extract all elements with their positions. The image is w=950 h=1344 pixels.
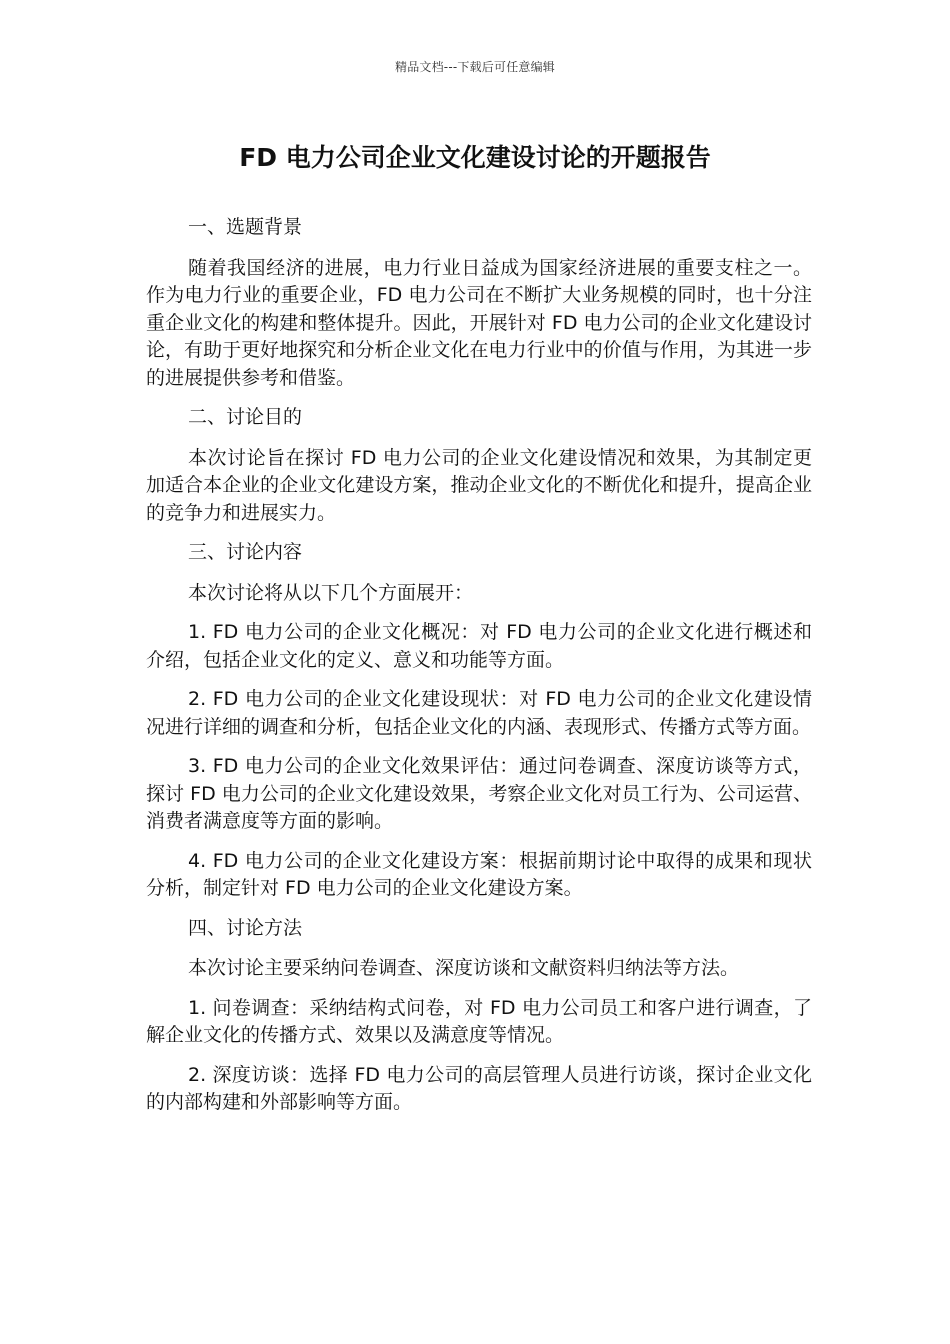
section-heading-method: 四、讨论方法 (188, 916, 303, 939)
document-title: FD 电力公司企业文化建设讨论的开题报告 (239, 143, 711, 172)
page-header-watermark: 精品文档---下载后可任意编辑 (395, 60, 555, 74)
list-item-content-2: 2. FD 电力公司的企业文化建设现状：对 FD 电力公司的企业文化建设情况进行详细的调查和分析，包括企业文化的内涵、表现形式、传播方式等方面。 (146, 688, 812, 738)
list-item-content-1: 1. FD 电力公司的企业文化概况：对 FD 电力公司的企业文化进行概述和介绍，包括企业文化的定义、意义和功能等方面。 (146, 621, 812, 671)
paragraph-background: 随着我国经济的进展，电力行业日益成为国家经济进展的重要支柱之一。作为电力行业的重要企业，FD 电力公司在不断扩大业务规模的同时，也十分注重企业文化的构建和整体提升。因此，开展针对 FD 电力公司的企业文化建设讨论，有助于更好地探究和分析企业文化在电力行业中的价值与作用，为其进一步的进展提供参考和借鉴。 (146, 256, 812, 389)
paragraph-content-intro: 本次讨论将从以下几个方面展开： (188, 581, 474, 604)
paragraph-method-intro: 本次讨论主要采纳问卷调查、深度访谈和文献资料归纳法等方法。 (188, 957, 740, 979)
list-item-content-3: 3. FD 电力公司的企业文化效果评估：通过问卷调查、深度访谈等方式，探讨 FD 电力公司的企业文化建设效果，考察企业文化对员工行为、公司运营、消费者满意度等方面的影响。 (146, 755, 812, 832)
section-heading-purpose: 二、讨论目的 (188, 406, 303, 428)
list-item-method-2: 2. 深度访谈：选择 FD 电力公司的高层管理人员进行访谈，探讨企业文化的内部构建和外部影响等方面。 (146, 1063, 812, 1113)
section-heading-background: 一、选题背景 (188, 216, 303, 238)
list-item-method-1: 1. 问卷调查：采纳结构式问卷，对 FD 电力公司员工和客户进行调查，了解企业文化的传播方式、效果以及满意度等情况。 (146, 996, 812, 1046)
document-body (146, 214, 812, 1129)
paragraph-purpose: 本次讨论旨在探讨 FD 电力公司的企业文化建设情况和效果，为其制定更加适合本企业的企业文化建设方案，推动企业文化的不断优化和提升，提高企业的竞争力和进展实力。 (146, 446, 812, 524)
section-heading-content: 三、讨论内容 (188, 541, 303, 563)
list-item-content-4: 4. FD 电力公司的企业文化建设方案：根据前期讨论中取得的成果和现状分析，制定针对 FD 电力公司的企业文化建设方案。 (146, 849, 812, 899)
